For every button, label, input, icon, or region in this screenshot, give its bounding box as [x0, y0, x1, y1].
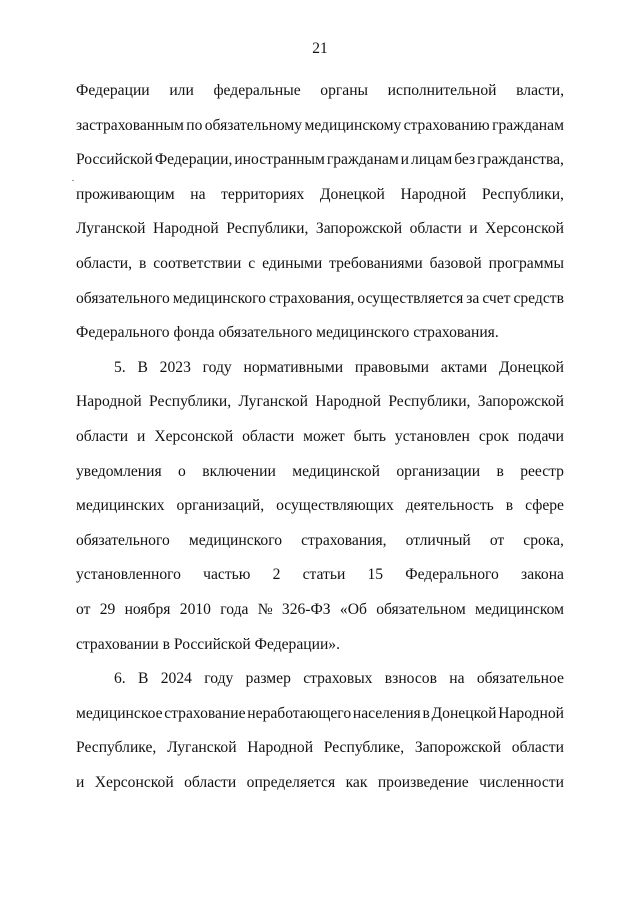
word: иностранным: [234, 151, 325, 169]
word: Республики,: [388, 393, 471, 411]
word: организации: [396, 462, 481, 480]
word: счет: [482, 289, 511, 307]
text-line: [76, 247, 564, 282]
word: Луганской: [238, 393, 308, 411]
document-body: [76, 74, 564, 800]
word: Народной: [400, 185, 467, 203]
text-line: [76, 455, 564, 490]
word: страхование: [164, 704, 246, 722]
text-line: [76, 143, 564, 178]
text-line: [76, 697, 564, 732]
text-line: [76, 351, 564, 386]
word: определяется: [246, 773, 336, 791]
word: 6.: [114, 670, 126, 688]
word: Народной: [153, 220, 219, 238]
word: правовыми: [354, 358, 430, 376]
word: установлен: [394, 427, 470, 445]
word: медицинском: [475, 600, 564, 618]
word: Донецкой: [499, 358, 564, 376]
word: Республики,: [149, 393, 232, 411]
word: включении: [202, 462, 276, 480]
word: осуществляется: [357, 289, 464, 307]
word: Донецкой: [319, 185, 385, 203]
text-line: [76, 212, 564, 247]
word: Запорожской: [315, 220, 403, 238]
word: Запорожской: [477, 393, 564, 411]
word: области: [409, 220, 462, 238]
word: реестр: [520, 462, 564, 480]
word: 2024: [160, 670, 192, 688]
word: на: [190, 185, 206, 203]
word: Херсонской: [154, 427, 234, 445]
scan-mark: [72, 180, 74, 181]
word: гражданам: [492, 116, 564, 134]
word: уведомления: [76, 462, 162, 480]
word: 2010: [179, 600, 211, 618]
word: взносов: [384, 670, 437, 688]
word: Республике,: [76, 739, 157, 757]
word: обязательное: [476, 670, 564, 688]
text-line: [76, 558, 564, 593]
word: закона: [521, 566, 564, 584]
word: населения: [352, 704, 421, 722]
word: исполнительной: [387, 82, 497, 99]
word: Народной: [315, 393, 382, 411]
word: области,: [76, 254, 133, 272]
word: страхованию: [403, 116, 490, 134]
word: осуществляющих: [276, 497, 394, 515]
word: обязательном: [376, 600, 466, 618]
word: и: [469, 220, 478, 238]
word: Херсонской: [485, 220, 564, 238]
word: В: [137, 358, 148, 376]
word: без: [454, 151, 476, 169]
word: обязательного: [76, 289, 170, 307]
word: Федерации,: [154, 151, 233, 169]
word: и: [137, 427, 146, 445]
word: размер: [245, 670, 291, 688]
word: установленного: [76, 566, 181, 584]
word: федеральные: [213, 82, 301, 99]
word: года: [220, 600, 249, 618]
word: в: [505, 497, 514, 515]
word: Республики,: [226, 220, 309, 238]
word: проживающим: [76, 185, 175, 203]
word: 2023: [159, 358, 191, 376]
text-line: [76, 420, 564, 455]
word: нормативными: [243, 358, 344, 376]
word: медицинских: [76, 497, 165, 515]
page-number: 21: [312, 40, 328, 57]
text-line: [76, 489, 564, 524]
text-line: страховании в Российской Федерации».: [76, 635, 341, 653]
text-line: Федерального фонда обязательного медицинского страхования.: [76, 324, 499, 342]
word: или: [169, 82, 194, 99]
text-line: [76, 524, 564, 559]
word: власти,: [516, 82, 564, 99]
word: едиными: [262, 254, 323, 272]
word: застрахованным: [76, 116, 184, 134]
text-line: [76, 593, 564, 628]
word: области: [511, 739, 564, 757]
word: частью: [203, 566, 251, 584]
word: обязательного: [76, 531, 170, 549]
word: соответствии: [153, 254, 242, 272]
word: средств: [513, 289, 564, 307]
word: лицам: [410, 151, 453, 169]
text-line: [76, 385, 564, 420]
text-line: [76, 662, 564, 697]
word: ноября: [124, 600, 171, 618]
word: от: [76, 600, 91, 618]
word: подачи: [517, 427, 564, 445]
word: организаций,: [176, 497, 265, 515]
word: может: [303, 427, 345, 445]
word: в: [496, 462, 504, 480]
word: обязательному: [204, 116, 303, 134]
word: по: [186, 116, 203, 134]
word: требованиями: [329, 254, 423, 272]
word: срок: [478, 427, 509, 445]
word: территориях: [221, 185, 305, 203]
word: и: [76, 773, 85, 791]
word: в: [138, 254, 147, 272]
word: Российской: [76, 151, 153, 169]
word: области: [184, 773, 237, 791]
word: неработающего: [247, 704, 352, 722]
word: Народной: [498, 704, 564, 722]
word: произведение: [377, 773, 469, 791]
word: на: [449, 670, 465, 688]
word: быть: [353, 427, 386, 445]
word: страховых: [303, 670, 373, 688]
text-line: [76, 74, 564, 109]
word: страхования,: [268, 289, 355, 307]
text-line: [76, 178, 564, 213]
word: о: [178, 462, 186, 480]
word: Федерации: [76, 82, 150, 99]
word: В: [138, 670, 149, 688]
word: актами: [440, 358, 488, 376]
word: страхования,: [301, 531, 387, 549]
word: 326-ФЗ: [281, 600, 331, 618]
word: и: [400, 151, 410, 169]
word: Херсонской: [94, 773, 174, 791]
word: Республике,: [323, 739, 405, 757]
word: Республики,: [481, 185, 564, 203]
word: 2: [272, 566, 281, 584]
word: №: [257, 600, 273, 618]
word: Федерального: [405, 566, 499, 584]
word: базовой: [429, 254, 482, 272]
word: Донецкой: [431, 704, 497, 722]
word: Народной: [76, 393, 142, 411]
word: за: [466, 289, 480, 307]
word: статьи: [302, 566, 346, 584]
word: деятельность: [405, 497, 494, 515]
word: медицинской: [292, 462, 380, 480]
word: органы: [320, 82, 369, 99]
word: году: [202, 358, 232, 376]
word: 5.: [114, 358, 126, 376]
word: как: [345, 773, 368, 791]
word: медицинского: [188, 531, 283, 549]
word: области: [242, 427, 295, 445]
text-line: [76, 731, 564, 766]
word: медицинскому: [304, 116, 402, 134]
word: году: [204, 670, 234, 688]
word: численности: [479, 773, 564, 791]
word: Луганской: [76, 220, 146, 238]
word: «Об: [339, 600, 367, 618]
word: области: [76, 427, 129, 445]
word: в: [422, 704, 430, 722]
word: от: [489, 531, 505, 549]
word: 29: [99, 600, 116, 618]
word: сфере: [525, 497, 564, 515]
text-line: [76, 282, 564, 317]
word: медицинское: [76, 704, 163, 722]
word: программы: [488, 254, 564, 272]
word: Народной: [247, 739, 314, 757]
word: медицинского: [172, 289, 266, 307]
word: 15: [367, 566, 384, 584]
word: гражданам: [326, 151, 399, 169]
word: гражданства,: [477, 151, 564, 169]
word: с: [248, 254, 256, 272]
word: Луганской: [167, 739, 237, 757]
text-line: [76, 109, 564, 144]
word: Запорожской: [414, 739, 502, 757]
word: отличный: [405, 531, 471, 549]
word: срока,: [523, 531, 564, 549]
text-line: [76, 766, 564, 801]
